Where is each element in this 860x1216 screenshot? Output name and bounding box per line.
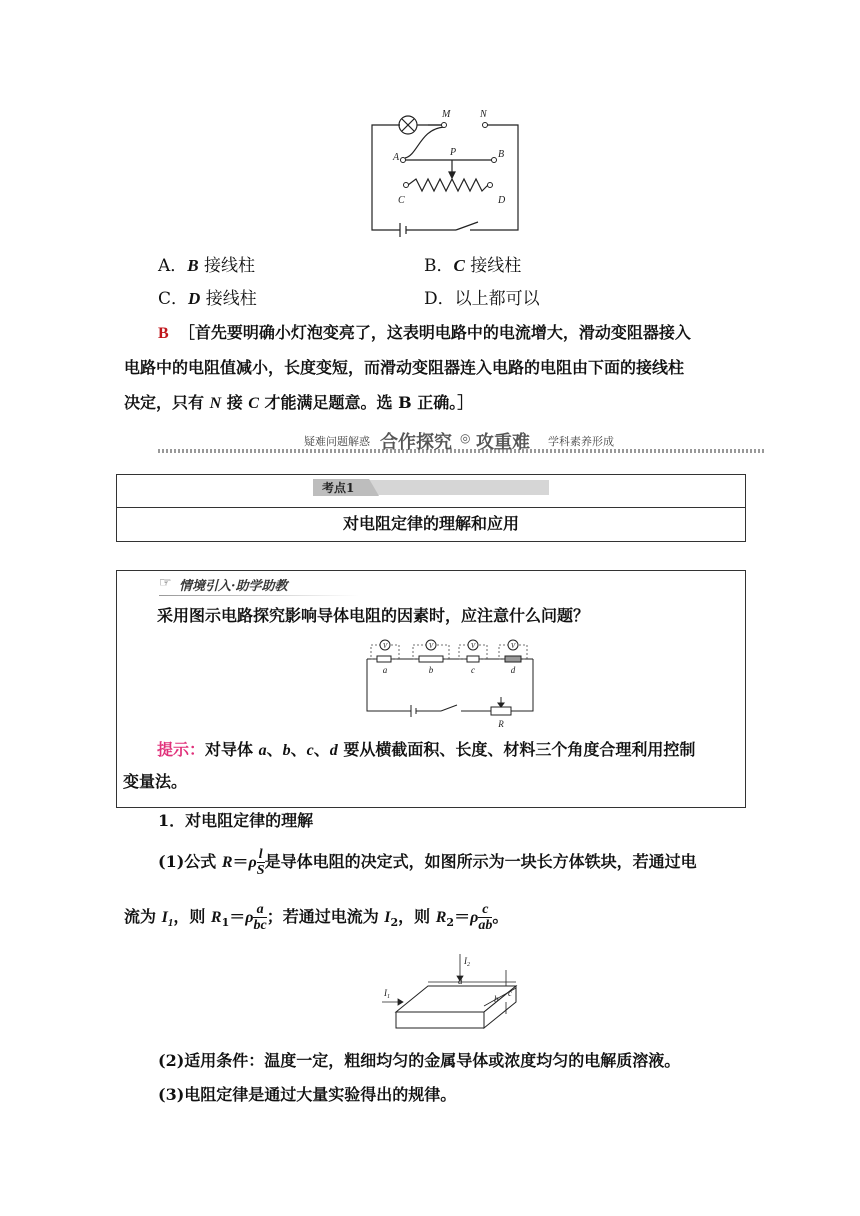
block-a-label: a: [458, 976, 463, 986]
hint-label: 提示：: [157, 740, 206, 759]
option-d: [424, 286, 540, 312]
label-A: A: [393, 152, 400, 163]
p1-rho: ρ: [248, 854, 257, 871]
conductor-d-label: d: [510, 665, 516, 675]
p2-R1: R: [210, 909, 222, 926]
hint-line-2: 变量法。: [123, 772, 188, 791]
answer-text-3b: 接: [221, 393, 249, 412]
label-N: N: [480, 109, 487, 120]
topic-title: 对电阻定律的理解和应用: [342, 514, 519, 533]
hint-pre: 对导体: [205, 740, 259, 759]
hint-post: 要从横截面积、长度、材料三个角度合理利用控制: [337, 740, 696, 759]
answer-text-3c: 才能满足题意。选 B 正确。］: [258, 393, 474, 412]
section-1-p2: [124, 900, 508, 940]
p1-a: (1)公式: [158, 852, 222, 871]
situation-question: 采用图示电路探究影响导体电阻的因素时，应注意什么问题？: [157, 606, 590, 625]
p2-R1-sub: 1: [221, 916, 230, 930]
section-1-heading: 1．对电阻定律的理解: [158, 811, 314, 830]
voltmeter-a-label: V: [382, 642, 388, 650]
option-c-prefix: C．: [158, 289, 189, 309]
block-I1: I: [384, 988, 387, 998]
option-b: [424, 253, 521, 279]
conductor-b-label: b: [428, 665, 434, 675]
hint-sep-2: 、: [290, 740, 307, 759]
voltmeter-b-label: V: [428, 642, 434, 650]
voltmeter-c-label: V: [470, 642, 476, 650]
p2-rho-1: ρ: [245, 909, 254, 926]
p2-I1: I: [161, 909, 168, 926]
hint-var-a: a: [258, 742, 267, 759]
answer-line-1: [158, 320, 691, 347]
section-banner: [158, 428, 764, 454]
option-d-text: D．以上都可以: [424, 289, 540, 309]
hint-var-b: b: [282, 742, 291, 759]
resistance-experiment-circuit: [361, 639, 537, 729]
p2-den-1: bc: [253, 917, 267, 933]
p2-eq-1: ＝: [229, 907, 246, 926]
label-C: C: [398, 195, 405, 206]
p2-a: 流为: [124, 907, 162, 926]
p2-b: ，则: [173, 907, 211, 926]
p2-den-2: ab: [478, 917, 493, 933]
topic-box: [116, 474, 746, 542]
hint-sep-3: 、: [313, 740, 330, 759]
p2-I2: I: [384, 909, 391, 926]
option-b-var: C: [453, 256, 465, 275]
answer-text-1: ［首先要明确小灯泡变亮了，这表明电路中的电流增大，滑动变阻器接入: [178, 323, 691, 342]
p1-fraction: [257, 848, 265, 878]
answer-var-C: C: [248, 395, 259, 412]
answer-line-2: [124, 355, 684, 381]
p2-c: ；若通过电流为: [266, 907, 385, 926]
section-1-p3: (2)适用条件：温度一定，粗细均匀的金属导体或浓度均匀的电解质溶液。: [158, 1051, 681, 1070]
section-1-p1: [158, 846, 697, 879]
block-I1-sub: 1: [387, 994, 390, 1000]
conductor-c-label: c: [471, 665, 475, 675]
p2-I1-sub: 1: [167, 917, 174, 930]
conductor-a-label: a: [382, 665, 388, 675]
p1-eq: ＝: [232, 852, 249, 871]
rheostat-R-label: R: [498, 719, 504, 729]
p1-den: S: [256, 862, 265, 878]
option-c: [158, 286, 257, 312]
answer-letter: B: [158, 325, 169, 342]
block-b-label: b: [494, 994, 499, 1004]
hint-line-1: [157, 737, 695, 764]
p2-end: 。: [492, 907, 509, 926]
hint-var-c: c: [306, 742, 314, 759]
p2-I2-sub: 2: [390, 916, 399, 930]
p2-R2: R: [435, 909, 447, 926]
rheostat-circuit-diagram: [360, 105, 530, 240]
banner-main-1: 合作探究: [380, 432, 452, 453]
banner-left: 疑难问题解惑: [304, 435, 370, 448]
banner-right: 学科素养形成: [548, 435, 614, 448]
topic-divider: [117, 507, 745, 508]
p2-rho-2: ρ: [470, 909, 479, 926]
answer-line-3: [124, 390, 473, 417]
iron-block-diagram: [380, 950, 530, 1040]
label-M: M: [442, 109, 451, 120]
answer-var-N: N: [209, 395, 222, 412]
p2-num-1: a: [253, 903, 266, 918]
banner-underline: [158, 449, 764, 453]
option-c-var: D: [188, 289, 201, 308]
option-a-prefix: A．: [158, 256, 188, 276]
p1-b: 是导体电阻的决定式，如图所示为一块长方体铁块，若通过电: [264, 852, 697, 871]
situation-header: 情境引入·助学助教: [179, 579, 288, 594]
situation-header-line: [159, 595, 359, 596]
p2-d: ，则: [398, 907, 436, 926]
voltmeter-d-label: V: [510, 642, 516, 650]
p2-R2-sub: 2: [446, 916, 455, 930]
topic-tag-label: 考点1: [322, 481, 355, 495]
hint-var-d: d: [329, 742, 338, 759]
p2-num-2: c: [478, 903, 492, 918]
label-P: P: [450, 147, 457, 158]
hand-icon: ☞: [159, 575, 172, 591]
option-a-text: 接线柱: [198, 256, 256, 276]
option-b-prefix: B．: [424, 256, 454, 276]
block-I1-label: [383, 988, 390, 1000]
option-a: [158, 253, 255, 279]
answer-text-2: 电路中的电阻值减小，长度变短，而滑动变阻器连入电路的电阻由下面的接线柱: [124, 358, 685, 377]
option-c-text: 接线柱: [200, 289, 257, 309]
label-D: D: [498, 195, 506, 206]
banner-main-2: 攻重难: [476, 432, 530, 453]
p1-num: l: [258, 846, 263, 862]
situation-box: [116, 570, 746, 808]
block-I2-label: [463, 956, 470, 968]
block-I2: I: [464, 956, 467, 966]
answer-text-3a: 决定，只有: [124, 393, 210, 412]
p2-fraction-2: [478, 903, 492, 933]
p2-eq-2: ＝: [454, 907, 471, 926]
section-1-p4: (3)电阻定律是通过大量实验得出的规律。: [158, 1085, 457, 1104]
banner-arrow-icon: ◎: [460, 431, 471, 445]
hint-sep-1: 、: [266, 740, 283, 759]
block-c-label: c: [508, 988, 512, 998]
option-a-var: B: [187, 256, 199, 275]
p1-R: R: [221, 854, 233, 871]
block-I2-sub: 2: [467, 962, 470, 968]
p2-fraction-1: [253, 903, 266, 933]
label-B: B: [498, 149, 505, 160]
option-b-text: 接线柱: [464, 256, 522, 276]
